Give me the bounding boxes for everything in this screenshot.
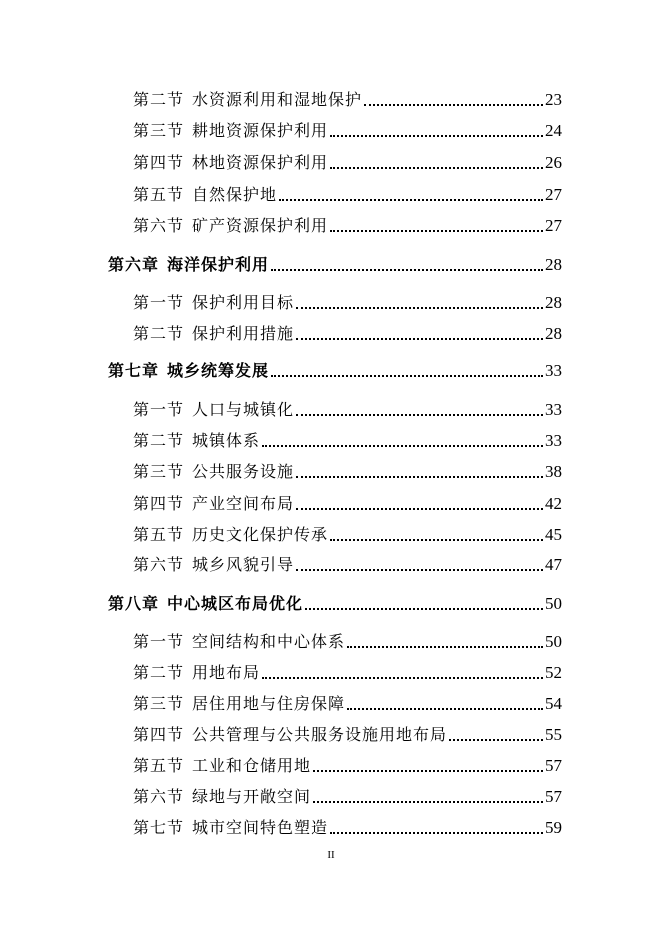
toc-section-entry[interactable] <box>133 752 562 776</box>
toc-chapter-entry[interactable] <box>108 251 562 275</box>
toc-entry-title: 城镇体系 <box>192 431 261 450</box>
toc-entry-number: 第六节 <box>133 787 185 806</box>
dot-leader <box>296 476 543 478</box>
toc-entry-title: 林地资源保护利用 <box>192 153 329 172</box>
dot-leader <box>262 677 543 679</box>
toc-entry-page: 50 <box>545 594 562 613</box>
dot-leader <box>330 230 543 232</box>
toc-section-entry[interactable] <box>133 86 562 110</box>
toc-entry-page: 26 <box>545 153 562 172</box>
dot-leader <box>305 608 543 610</box>
toc-entry-title: 空间结构和中心体系 <box>192 632 346 651</box>
toc-entry-title: 产业空间布局 <box>192 494 295 513</box>
toc-entry-label <box>133 491 294 514</box>
toc-entry-label <box>133 397 294 420</box>
toc-entry-label <box>133 321 294 344</box>
dot-leader <box>279 199 543 201</box>
dot-leader <box>271 375 543 377</box>
dot-leader <box>296 338 543 340</box>
toc-entry-label <box>133 722 447 745</box>
toc-entry-page: 59 <box>545 818 562 837</box>
toc-entry-page: 33 <box>545 361 562 380</box>
toc-entry-page: 27 <box>545 216 562 235</box>
dot-leader <box>449 739 543 741</box>
dot-leader <box>313 801 543 803</box>
toc-entry-title: 工业和仓储用地 <box>192 756 312 775</box>
toc-entry-title: 人口与城镇化 <box>192 400 295 419</box>
toc-entry-label <box>108 358 269 381</box>
toc-entry-number: 第三节 <box>133 121 185 140</box>
toc-section-entry[interactable] <box>133 659 562 683</box>
toc-entry-title: 自然保护地 <box>192 185 278 204</box>
toc-entry-page: 57 <box>545 787 562 806</box>
toc-entry-page: 55 <box>545 725 562 744</box>
toc-entry-label <box>133 459 294 482</box>
toc-entry-page: 57 <box>545 756 562 775</box>
dot-leader <box>313 770 543 772</box>
toc-entry-page: 45 <box>545 525 562 544</box>
toc-entry-label <box>133 753 311 776</box>
toc-entry-title: 公共服务设施 <box>192 462 295 481</box>
toc-entry-label <box>133 428 260 451</box>
toc-entry-number: 第六节 <box>133 216 185 235</box>
dot-leader <box>296 307 543 309</box>
dot-leader <box>330 167 543 169</box>
toc-entry-label <box>133 660 260 683</box>
dot-leader <box>330 539 543 541</box>
toc-section-entry[interactable] <box>133 690 562 714</box>
toc-entry-title: 历史文化保护传承 <box>192 525 329 544</box>
toc-entry-title: 海洋保护利用 <box>167 255 270 274</box>
toc-entry-title: 用地布局 <box>192 663 261 682</box>
toc-entry-title: 中心城区布局优化 <box>167 594 304 613</box>
toc-entry-label <box>133 552 294 575</box>
toc-entry-title: 居住用地与住房保障 <box>192 694 346 713</box>
toc-entry-page: 42 <box>545 494 562 513</box>
toc-entry-page: 50 <box>545 632 562 651</box>
toc-section-entry[interactable] <box>133 320 562 344</box>
toc-entry-title: 保护利用目标 <box>192 293 295 312</box>
toc-section-entry[interactable] <box>133 721 562 745</box>
toc-section-entry[interactable] <box>133 149 562 173</box>
toc-entry-page: 33 <box>545 400 562 419</box>
toc-entry-title: 保护利用措施 <box>192 324 295 343</box>
toc-entry-number: 第四节 <box>133 153 185 172</box>
toc-section-entry[interactable] <box>133 628 562 652</box>
toc-entry-number: 第五节 <box>133 756 185 775</box>
toc-entry-page: 38 <box>545 462 562 481</box>
toc-entry-number: 第五节 <box>133 185 185 204</box>
toc-entry-label <box>133 182 277 205</box>
toc-section-entry[interactable] <box>133 181 562 205</box>
dot-leader <box>330 135 543 137</box>
toc-section-entry[interactable] <box>133 458 562 482</box>
toc-entry-label <box>133 87 362 110</box>
toc-entry-number: 第六节 <box>133 555 185 574</box>
toc-entry-number: 第二节 <box>133 324 185 343</box>
toc-chapter-entry[interactable] <box>108 590 562 614</box>
toc-entry-number: 第八章 <box>108 594 160 613</box>
toc-entry-title: 城乡统筹发展 <box>167 361 270 380</box>
toc-section-entry[interactable] <box>133 427 562 451</box>
toc-entry-label <box>108 591 303 614</box>
toc-entry-page: 54 <box>545 694 562 713</box>
toc-section-entry[interactable] <box>133 551 562 575</box>
toc-entry-label <box>133 629 345 652</box>
toc-entry-title: 城乡风貌引导 <box>192 555 295 574</box>
toc-section-entry[interactable] <box>133 212 562 236</box>
toc-entry-page: 28 <box>545 324 562 343</box>
toc-entry-label <box>133 118 328 141</box>
toc-entry-page: 28 <box>545 255 562 274</box>
toc-entry-number: 第一节 <box>133 400 185 419</box>
toc-entry-number: 第六章 <box>108 255 160 274</box>
toc-entry-number: 第四节 <box>133 725 185 744</box>
toc-entry-number: 第二节 <box>133 90 185 109</box>
toc-entry-title: 耕地资源保护利用 <box>192 121 329 140</box>
toc-entry-number: 第二节 <box>133 431 185 450</box>
toc-entry-title: 绿地与开敞空间 <box>192 787 312 806</box>
toc-entry-label <box>133 522 328 545</box>
toc-section-entry[interactable] <box>133 814 562 838</box>
toc-entry-number: 第一节 <box>133 632 185 651</box>
toc-entry-label <box>133 213 328 236</box>
toc-entry-number: 第四节 <box>133 494 185 513</box>
dot-leader <box>296 414 543 416</box>
toc-entry-title: 矿产资源保护利用 <box>192 216 329 235</box>
toc-entry-title: 水资源利用和湿地保护 <box>192 90 363 109</box>
page-number: II <box>327 849 335 861</box>
dot-leader <box>347 646 543 648</box>
dot-leader <box>296 569 543 571</box>
toc-entry-title: 公共管理与公共服务设施用地布局 <box>192 725 448 744</box>
dot-leader <box>364 104 543 106</box>
toc-section-entry[interactable] <box>133 521 562 545</box>
dot-leader <box>296 508 543 510</box>
toc-entry-label <box>108 252 269 275</box>
toc-entry-label <box>133 290 294 313</box>
toc-entry-number: 第一节 <box>133 293 185 312</box>
toc-section-entry[interactable] <box>133 783 562 807</box>
dot-leader <box>330 832 543 834</box>
dot-leader <box>262 445 543 447</box>
toc-entry-label <box>133 784 311 807</box>
dot-leader <box>347 708 543 710</box>
toc-section-entry[interactable] <box>133 490 562 514</box>
toc-entry-label <box>133 691 345 714</box>
toc-entry-page: 24 <box>545 121 562 140</box>
toc-section-entry[interactable] <box>133 117 562 141</box>
toc-entry-number: 第三节 <box>133 462 185 481</box>
toc-entry-number: 第二节 <box>133 663 185 682</box>
toc-entry-number: 第七章 <box>108 361 160 380</box>
dot-leader <box>271 269 543 271</box>
toc-entry-label <box>133 815 328 838</box>
toc-entry-number: 第三节 <box>133 694 185 713</box>
toc-entry-page: 23 <box>545 90 562 109</box>
toc-entry-label <box>133 150 328 173</box>
toc-entry-page: 52 <box>545 663 562 682</box>
toc-entry-page: 27 <box>545 185 562 204</box>
toc-entry-title: 城市空间特色塑造 <box>192 818 329 837</box>
toc-entry-number: 第七节 <box>133 818 185 837</box>
toc-chapter-entry[interactable] <box>108 357 562 381</box>
toc-entry-page: 33 <box>545 431 562 450</box>
toc-entry-number: 第五节 <box>133 525 185 544</box>
toc-entry-page: 28 <box>545 293 562 312</box>
toc-section-entry[interactable] <box>133 396 562 420</box>
toc-section-entry[interactable] <box>133 289 562 313</box>
toc-entry-page: 47 <box>545 555 562 574</box>
